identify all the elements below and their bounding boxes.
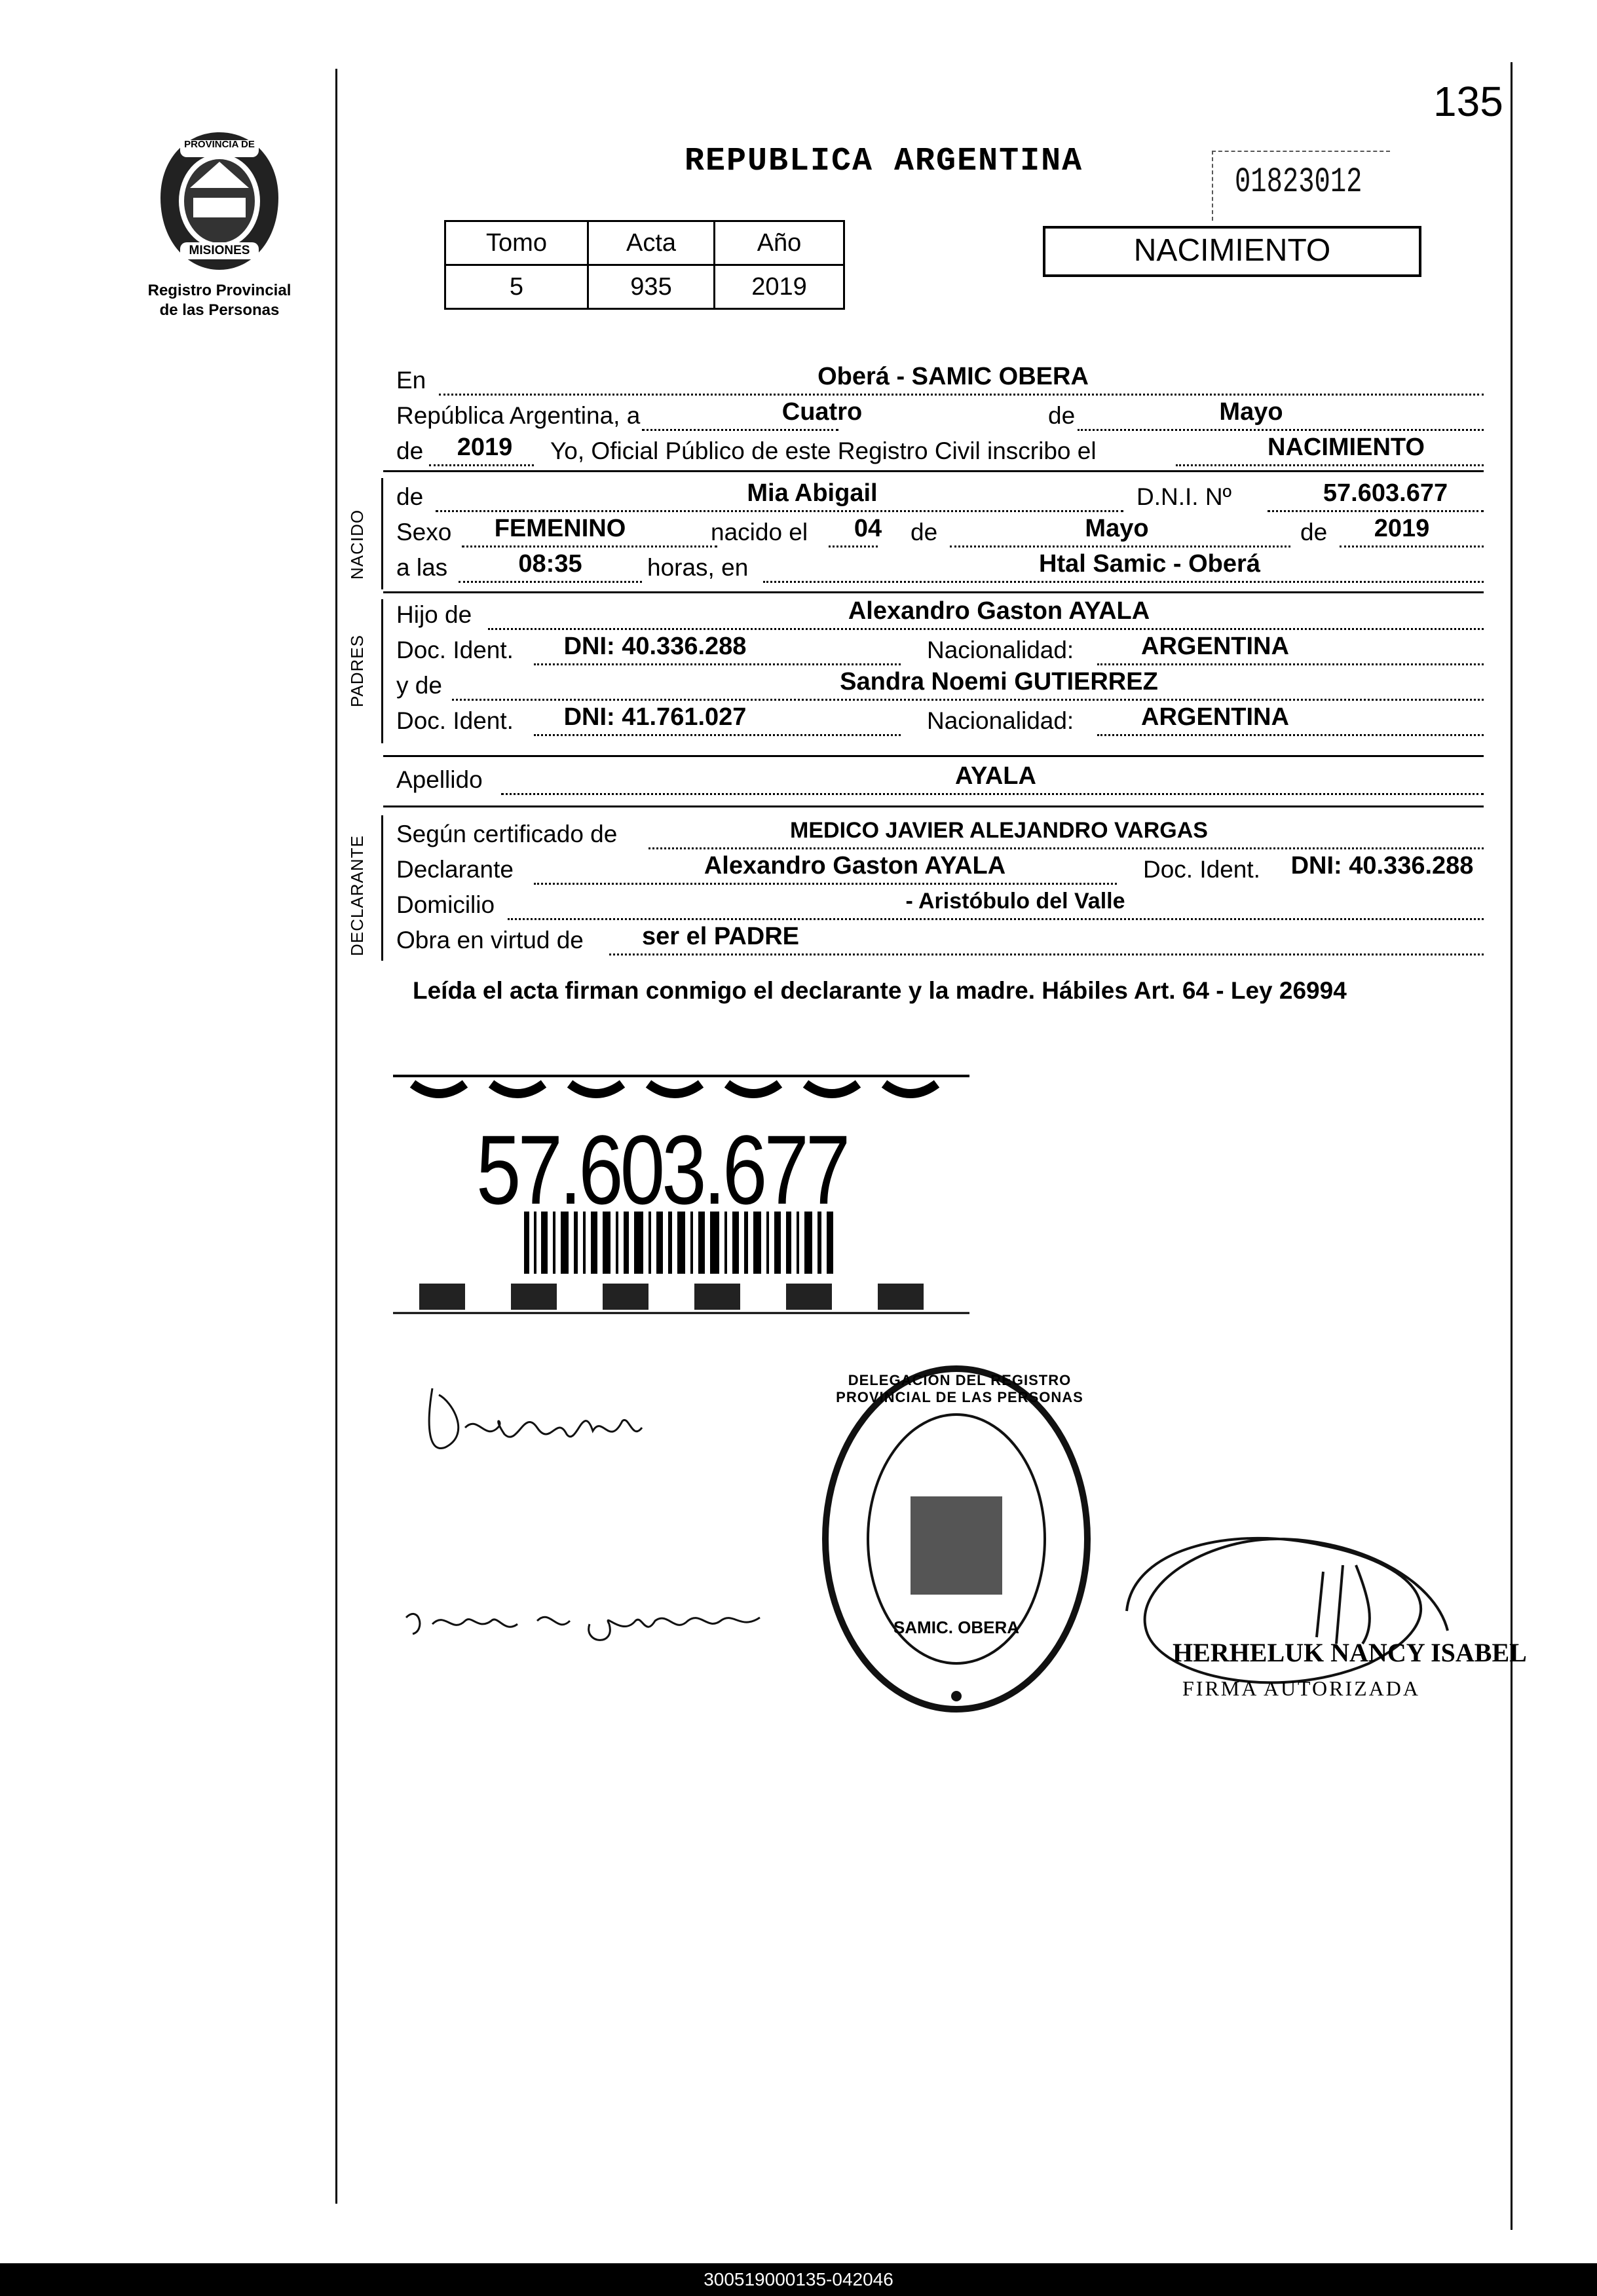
mother-signature	[393, 1585, 799, 1657]
acta-value: 935	[588, 265, 715, 309]
label-nacionalidad: Nacionalidad:	[927, 637, 1074, 663]
value-hora: 08:35	[518, 550, 582, 578]
anio-header: Año	[715, 221, 844, 265]
value-padre: Alexandro Gaston AYALA	[848, 597, 1150, 625]
value-sexo: FEMENINO	[494, 515, 626, 542]
label-nacido-el: nacido el	[711, 519, 808, 546]
document-title: REPUBLICA ARGENTINA	[685, 143, 1083, 180]
label-doc-ident: Doc. Ident.	[396, 637, 514, 663]
label-de-mes: de	[911, 519, 938, 546]
value-madre-nac: ARGENTINA	[1141, 703, 1289, 731]
logo-top-text: PROVINCIA DE	[184, 139, 255, 150]
stamp-inner-text: SAMIC. OBERA	[893, 1618, 1020, 1637]
value-lugar: Oberá - SAMIC OBERA	[817, 363, 1089, 390]
right-margin-line	[1511, 62, 1512, 2230]
footer-code: 300519000135-042046	[0, 2263, 1597, 2296]
official-signature	[1107, 1467, 1513, 1762]
label-doc-ident-3: Doc. Ident.	[1143, 856, 1260, 883]
value-nac-anio: 2019	[1374, 515, 1430, 542]
value-nombre: Mia Abigail	[747, 479, 878, 507]
value-padre-doc: DNI: 40.336.288	[563, 633, 747, 660]
value-dia: Cuatro	[781, 398, 863, 426]
section-nacido: NACIDO	[347, 509, 367, 580]
label-de-nombre: de	[396, 483, 424, 510]
label-sexo: Sexo	[396, 519, 452, 546]
stamp-ring-text: DELEGACION DEL REGISTRO PROVINCIAL DE LAS PERSONAS	[836, 1372, 1083, 1405]
official-name: HERHELUK NANCY ISABEL	[1173, 1638, 1527, 1667]
value-dni: 57.603.677	[1323, 479, 1448, 507]
acta-header: Acta	[588, 221, 715, 265]
value-obra: ser el PADRE	[641, 923, 800, 950]
label-de: de	[1048, 402, 1076, 429]
value-certificado: MEDICO JAVIER ALEJANDRO VARGAS	[790, 818, 1208, 843]
value-declarante: Alexandro Gaston AYALA	[704, 852, 1006, 880]
value-madre: Sandra Noemi GUTIERREZ	[840, 668, 1158, 695]
value-domicilio: - Aristóbulo del Valle	[905, 889, 1125, 914]
value-mes: Mayo	[1219, 398, 1283, 426]
logo-bottom-text: MISIONES	[189, 244, 250, 257]
label-a-las: a las	[396, 554, 448, 581]
section-declarante: DECLARANTE	[347, 835, 367, 956]
section-padres: PADRES	[347, 635, 367, 707]
label-domicilio: Domicilio	[396, 891, 495, 918]
official-title: FIRMA AUTORIZADA	[1182, 1676, 1420, 1700]
row-domicilio	[396, 891, 1484, 927]
label-nacionalidad-2: Nacionalidad:	[927, 707, 1074, 734]
anio-value: 2019	[715, 265, 844, 309]
value-lugar-nac: Htal Samic - Oberá	[1039, 550, 1260, 578]
serial-number: 01823012	[1235, 162, 1362, 202]
label-apellido: Apellido	[396, 766, 483, 793]
volume-table	[444, 220, 845, 310]
divider	[383, 805, 1484, 807]
divider	[383, 755, 1484, 757]
value-anio: 2019	[457, 434, 513, 461]
section-bar	[381, 478, 383, 589]
record-type-box: NACIMIENTO	[1043, 226, 1421, 277]
logo-caption-2: de las Personas	[159, 301, 280, 319]
label-segun: Según certificado de	[396, 821, 618, 847]
dni-big-number: 57.603.677	[476, 1115, 848, 1225]
tomo-header: Tomo	[445, 221, 588, 265]
mother-signature-text: Sandra gutierrez	[406, 1637, 411, 1638]
row-madre-doc	[396, 703, 1484, 743]
label-dni: D.N.I. Nº	[1137, 483, 1232, 510]
page-number: 135	[1433, 78, 1503, 125]
value-tipo: NACIMIENTO	[1268, 434, 1425, 461]
label-y-de: y de	[396, 672, 442, 699]
value-nac-mes: Mayo	[1085, 515, 1149, 542]
label-doc-ident-2: Doc. Ident.	[396, 707, 514, 734]
label-hijo-de: Hijo de	[396, 601, 472, 628]
declarant-signature	[406, 1375, 668, 1467]
official-stamp	[812, 1356, 1100, 1722]
logo-caption-1: Registro Provincial	[147, 282, 291, 299]
label-obra: Obra en virtud de	[396, 927, 584, 954]
section-bar	[381, 599, 383, 743]
label-yo-oficial: Yo, Oficial Público de este Registro Civil inscribo el	[550, 437, 1097, 464]
row-inscripcion	[396, 434, 1484, 473]
label-en: En	[396, 367, 426, 394]
section-bar	[381, 815, 383, 961]
tomo-value: 5	[445, 265, 588, 309]
legal-note: Leída el acta firman conmigo el declarante y la madre. Hábiles Art. 64 - Ley 26994	[413, 977, 1347, 1004]
value-madre-doc: DNI: 41.761.027	[563, 703, 747, 731]
value-declarante-doc: DNI: 40.336.288	[1290, 852, 1474, 880]
row-apellido	[396, 762, 1484, 802]
value-apellido: AYALA	[955, 762, 1036, 790]
left-margin-line	[335, 69, 337, 2204]
label-de-anio: de	[1300, 519, 1328, 546]
divider	[383, 470, 1484, 472]
label-de2: de	[396, 437, 424, 464]
value-nac-dia: 04	[854, 515, 882, 542]
row-obra	[396, 923, 1484, 962]
label-republica: República Argentina, a	[396, 402, 641, 429]
label-horas-en: horas, en	[647, 554, 749, 581]
value-padre-nac: ARGENTINA	[1141, 633, 1289, 660]
row-hora	[396, 550, 1484, 589]
label-declarante: Declarante	[396, 856, 514, 883]
